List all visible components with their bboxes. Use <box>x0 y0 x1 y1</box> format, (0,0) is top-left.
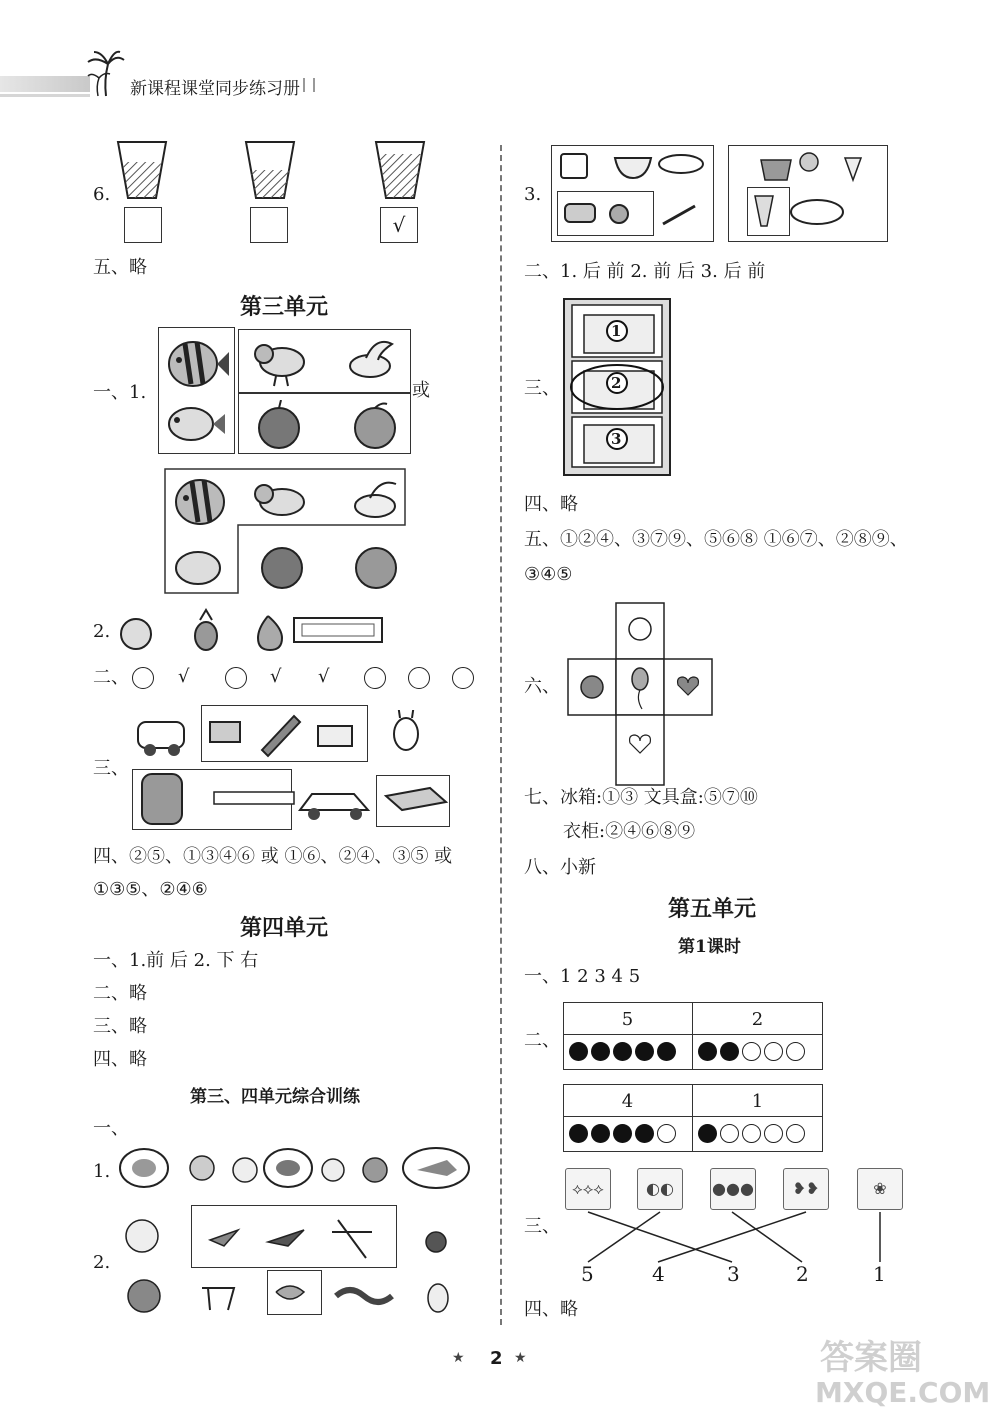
animal-grid-icons <box>118 1210 468 1318</box>
filled-dot <box>720 1042 739 1061</box>
u5-part3-label: 三、 <box>524 1216 560 1237</box>
mark-check-1: √ <box>178 666 190 687</box>
grid-num-1: 5 <box>621 1009 634 1030</box>
filled-dot <box>569 1042 588 1061</box>
combo-q2-label: 2. <box>93 1252 111 1273</box>
u3-q1-label: 一、1. <box>93 382 147 403</box>
pepper-icon: ❥❥ <box>783 1168 829 1210</box>
u5-part2-label: 二、 <box>524 1030 560 1051</box>
mark-circle-3 <box>364 667 386 689</box>
filled-dot <box>613 1042 632 1061</box>
filled-dot <box>613 1124 632 1143</box>
watermark-url: MXQE.COM <box>815 1376 991 1409</box>
combo-part1: 一、 <box>93 1118 129 1139</box>
match-num-1: 5 <box>581 1262 594 1286</box>
column-divider <box>500 145 502 1325</box>
filled-dot <box>635 1042 654 1061</box>
filled-dot <box>698 1124 717 1143</box>
answer-box-1 <box>124 207 162 243</box>
match-num-2: 4 <box>652 1262 665 1286</box>
star-left-icon: ★ <box>452 1350 465 1366</box>
match-num-3: 3 <box>727 1262 740 1286</box>
mark-circle-4 <box>408 667 430 689</box>
empty-dot <box>742 1042 761 1061</box>
matching-lines <box>560 1208 890 1268</box>
u4-line-1: 一、1.前 后 2. 下 右 <box>93 950 259 971</box>
r-part8-text: 八、小新 <box>524 857 596 878</box>
mark-circle-5 <box>452 667 474 689</box>
filled-dot <box>591 1124 610 1143</box>
combo-q1-label: 1. <box>93 1161 111 1182</box>
answer-box-3: √ <box>380 207 418 243</box>
dots-row-4 <box>698 1124 808 1147</box>
empty-dot <box>657 1124 676 1143</box>
filled-dot <box>591 1042 610 1061</box>
unit4-title: 第四单元 <box>240 915 329 941</box>
r-part2-text: 二、1. 后 前 2. 前 后 3. 后 前 <box>524 261 766 282</box>
u4-line-3: 三、略 <box>93 1016 147 1037</box>
header-title: 新课程课堂同步练习册 <box>130 79 300 99</box>
mark-circle-2 <box>225 667 247 689</box>
eggplant-icon: ◐◐ <box>637 1168 683 1210</box>
empty-dot <box>786 1124 805 1143</box>
r-part3-label: 三、 <box>524 378 560 399</box>
q5-text: 五、略 <box>93 257 147 278</box>
mark-circle-1 <box>132 667 154 689</box>
cup-full-icon <box>374 140 430 200</box>
answer-box-2 <box>250 207 288 243</box>
cabinet-number-1: 1 <box>611 322 622 340</box>
u3-part2-label: 二、 <box>93 667 129 688</box>
r-q3-label: 3. <box>524 184 542 205</box>
cups-illustration <box>116 140 336 200</box>
page-number: 2 <box>490 1348 503 1369</box>
mark-check-2: √ <box>270 666 282 687</box>
empty-dot <box>720 1124 739 1143</box>
u3-part4-line1: 四、②⑤、①③④⑥ 或 ①⑥、②④、③⑤ 或 <box>93 846 453 867</box>
watermark-text: 答案圈 <box>820 1338 922 1378</box>
carrot-icon: ⟡⟡⟡ <box>565 1168 611 1210</box>
u5-part1-text: 一、1 2 3 4 5 <box>524 966 641 987</box>
combo-title: 第三、四单元综合训练 <box>190 1087 360 1107</box>
grid-num-3: 4 <box>621 1091 634 1112</box>
dots-row-3 <box>569 1124 679 1147</box>
empty-dot <box>786 1042 805 1061</box>
filled-dot <box>569 1124 588 1143</box>
cabinet-number-2: 2 <box>611 374 622 392</box>
animals-fruits-icons <box>170 472 405 592</box>
header-underline <box>0 94 90 97</box>
u4-line-2: 二、略 <box>93 983 147 1004</box>
u4-line-4: 四、略 <box>93 1049 147 1070</box>
filled-dot <box>635 1124 654 1143</box>
u3-or: 或 <box>412 380 430 401</box>
animal-row-icons <box>117 1146 472 1192</box>
grid-num-2: 2 <box>751 1009 764 1030</box>
household-icons <box>555 148 885 240</box>
match-num-5: 1 <box>873 1262 886 1286</box>
lesson1-title: 第1课时 <box>678 937 741 957</box>
grid-num-4: 1 <box>751 1091 764 1112</box>
cabbage-icon: ❀ <box>857 1168 903 1210</box>
r-part6-label: 六、 <box>524 676 560 697</box>
dots-row-2 <box>698 1042 808 1065</box>
empty-dot <box>742 1124 761 1143</box>
dots-grid-bottom-rowline <box>563 1116 823 1117</box>
peach-pineapple-pear-ruler-icons <box>118 608 388 654</box>
mark-check-3: √ <box>318 666 330 687</box>
u5-part4-text: 四、略 <box>524 1299 578 1320</box>
empty-dot <box>764 1042 783 1061</box>
match-num-4: 2 <box>796 1262 809 1286</box>
fruit-icons <box>255 400 405 452</box>
filled-dot <box>657 1042 676 1061</box>
r-part7-line1: 七、冰箱:①③ 文具盒:⑤⑦⑩ <box>524 787 758 808</box>
star-right-icon: ★ <box>514 1350 527 1366</box>
u3-q2-label: 2. <box>93 621 111 642</box>
cabinet-number-3: 3 <box>611 430 622 448</box>
tomato-icon: ●●● <box>710 1168 756 1210</box>
r-part5-line1: 五、①②④、③⑦⑨、⑤⑥⑧ ①⑥⑦、②⑧⑨、 <box>524 529 908 550</box>
q6-label: 6. <box>93 184 111 205</box>
r-part4-text: 四、略 <box>524 494 578 515</box>
fish-icons <box>163 332 233 452</box>
empty-dot <box>764 1124 783 1143</box>
dots-row-1 <box>569 1042 679 1065</box>
objects-icons <box>134 710 454 830</box>
cube-net-diagram <box>566 601 716 791</box>
unit5-title: 第五单元 <box>668 896 757 922</box>
filled-dot <box>698 1042 717 1061</box>
header-end-mark <box>303 78 315 92</box>
u3-part3-label: 三、 <box>93 758 129 779</box>
u3-part4-line2: ①③⑤、②④⑥ <box>93 879 208 900</box>
palm-tree-icon <box>86 50 126 98</box>
bird-icons <box>248 334 408 390</box>
dots-grid-top-rowline <box>563 1034 823 1035</box>
header-bar <box>0 76 90 92</box>
r-part5-line2: ③④⑤ <box>524 564 573 585</box>
unit3-title: 第三单元 <box>240 294 329 320</box>
r-part7-line2: 衣柜:②④⑥⑧⑨ <box>563 821 696 842</box>
